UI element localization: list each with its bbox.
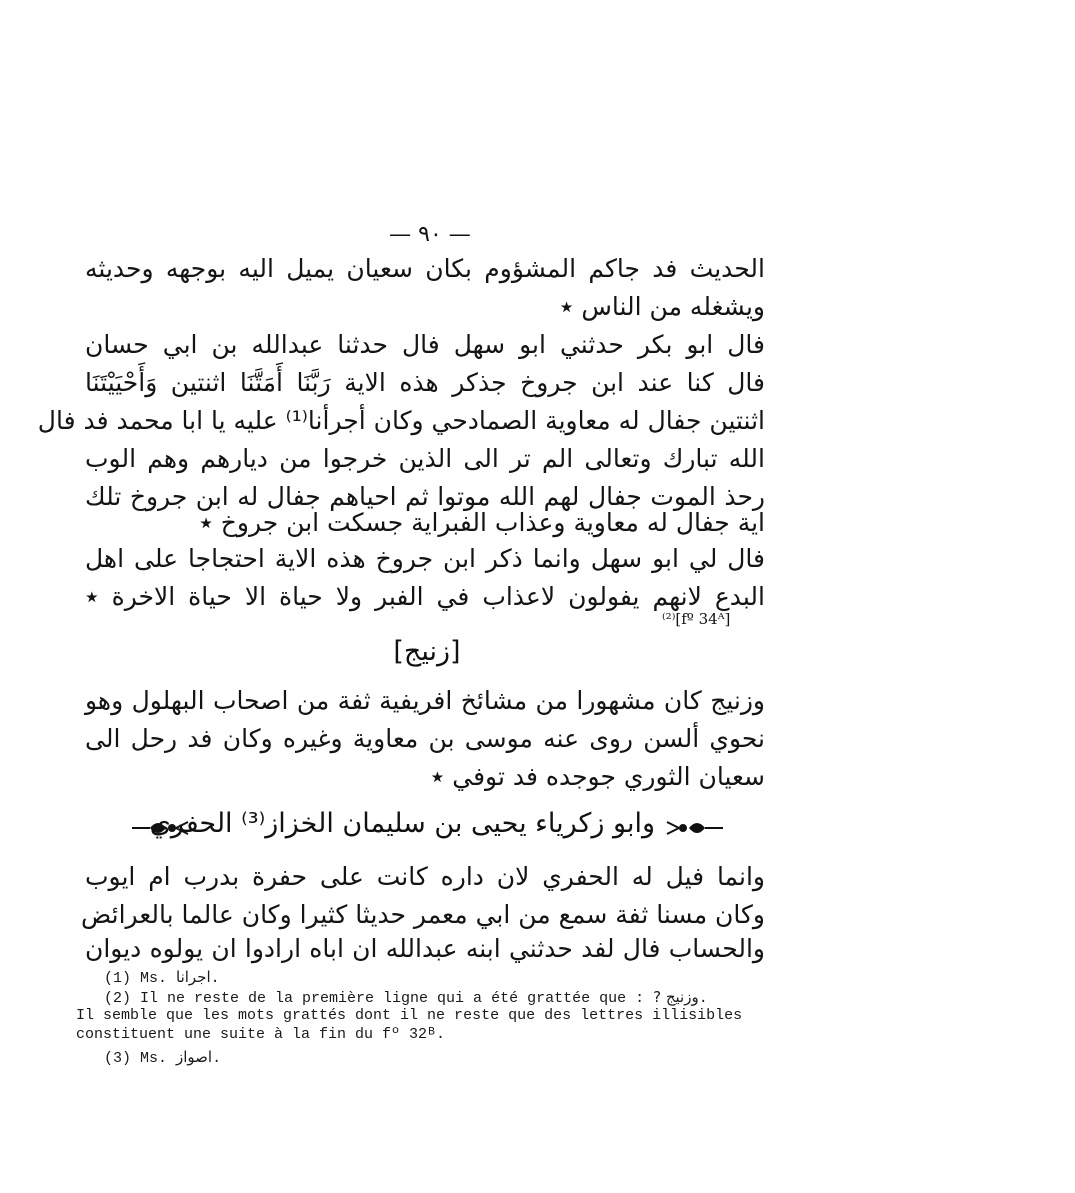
footnote: [104, 968, 220, 988]
body-line: رحذ الموت جفال لهم الله موتوا ثم احياهم جفال له ابن جروخ تلك: [85, 482, 765, 511]
footnote-lead: (1) Ms.: [104, 970, 177, 987]
footnote-tail: .: [698, 990, 708, 1007]
footnote-arabic: وزنيج ?: [653, 988, 699, 1006]
footnote-lead: (2) Il ne reste de la première ligne qui a été grattée que :: [104, 990, 654, 1007]
body-line: فال ابو بكر حدثني ابو سهل فال حدثنا عبدالله بن ابي حسان: [85, 330, 765, 359]
body-line: اثنتين جفال له معاوية الصمادحي وكان أجرأنا⁽¹⁾ عليه يا ابا محمد فد فال: [37, 406, 765, 435]
section-line: سعيان الثوري جوجده فد توفي ٭: [430, 762, 765, 791]
body-line: فال لي ابو سهل وانما ذكر ابن جروخ هذه الاية احتجاجا على اهل: [85, 544, 765, 573]
folio-reference: ⁽²⁾[fº 34ᴬ]: [662, 610, 731, 628]
section-line: وزنيج كان مشهورا من مشائخ افريفية ثفة من اصحاب البهلول وهو: [85, 686, 765, 715]
footnote: [76, 1007, 742, 1025]
body-line: الحديث فد جاكم المشؤوم بكان سعيان يميل اليه بوجهه وحديثه: [85, 254, 765, 283]
body-line: ويشغله من الناس ٭: [559, 292, 765, 321]
page-number: — ٩٠ —: [389, 222, 471, 247]
footnote-arabic: اجرانا: [176, 968, 211, 986]
body-line: فال كنا عند ابن جروخ جذكر هذه الاية رَبَّنَا أَمَتَّنَا اثنتين وَأَحْيَيْتَنَا: [85, 368, 765, 397]
footnote-lead: constituent une suite à la fin du fº 32ᴮ.: [76, 1026, 446, 1043]
section-line: نحوي ألسن روى عنه موسى بن معاوية وغيره وكان فد رحل الى: [85, 724, 765, 753]
footnote-arabic: اصواز: [176, 1048, 213, 1066]
footnote: [76, 1026, 445, 1044]
footnote-lead: Il semble que les mots grattés dont il ne reste que des lettres illisibles: [76, 1007, 743, 1024]
body-line: الله تبارك وتعالى الم تر الى الذين خرجوا من ديارهم وهم الوب: [85, 444, 765, 473]
biography-line: وانما فيل له الحفري لان داره كانت على حفرة بدرب ام ايوب: [85, 862, 765, 891]
footnote-lead: (3) Ms.: [104, 1050, 177, 1067]
body-line: اية جفال له معاوية وعذاب الفبراية جسكت ابن جروخ ٭: [199, 508, 765, 537]
biography-line: والحساب فال لفد حدثني ابنه عبدالله ان اباه ارادوا ان يولوه ديوان: [85, 934, 765, 963]
section-title: [زنيج]: [393, 636, 461, 667]
biography-line: وكان مسنا ثفة سمع من ابي معمر حديثا كثيرا وكان عالما بالعرائض: [81, 900, 765, 929]
name-heading: وابو زكرياء يحيى بن سليمان الخزاز⁽³⁾ الحفري: [149, 808, 655, 839]
body-line: البدع لانهم يفولون لاعذاب في الفبر ولا حياة الا حياة الاخرة ٭: [85, 582, 765, 611]
right-ornament-icon: [665, 816, 725, 840]
footnote-tail: .: [212, 1050, 222, 1067]
footnote: [104, 988, 708, 1008]
footnote-tail: .: [210, 970, 220, 987]
footnote: [104, 1048, 221, 1068]
